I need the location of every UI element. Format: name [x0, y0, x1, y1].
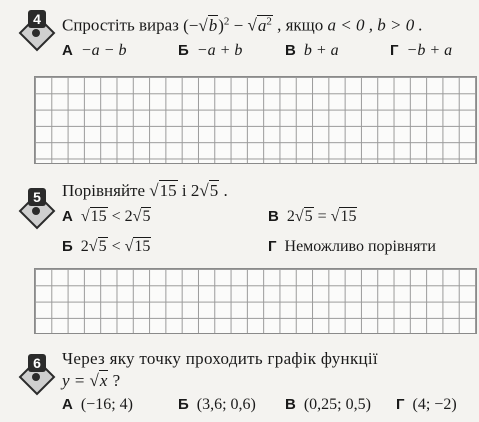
- task-number: 4: [28, 10, 46, 28]
- sqrt-symbol: √5: [88, 238, 107, 255]
- sqrt-symbol: √x: [89, 371, 108, 390]
- sqrt-symbol: √5: [199, 181, 219, 200]
- sqrt-symbol: √15: [330, 208, 357, 225]
- task-number-badge: [18, 355, 54, 398]
- question-text: Спростіть вираз $(-√b)^2 - √a^2$ , якщо a < 0 , b > 0 .: [62, 10, 423, 37]
- dot-icon: [32, 29, 40, 37]
- option-g[interactable]: Г −b + a: [390, 42, 453, 59]
- function-formula: y = √x ?: [62, 371, 121, 390]
- option-g[interactable]: Г (4; −2): [396, 396, 457, 413]
- task-number: 6: [28, 354, 46, 372]
- task-number-badge: [18, 11, 54, 54]
- sqrt-symbol: $√a^2$: [247, 15, 272, 35]
- sqrt-symbol: √15: [80, 208, 107, 225]
- option-g[interactable]: Г Неможливо порівняти: [268, 238, 436, 255]
- option-b[interactable]: Б −a + b: [178, 42, 243, 59]
- sqrt-symbol: √5: [132, 208, 151, 225]
- expression: $(-√b)^2 - √a^2$: [183, 16, 277, 35]
- sqrt-symbol: √15: [149, 181, 177, 200]
- option-b[interactable]: Б 2√5 < √15: [62, 238, 151, 255]
- option-a[interactable]: А √15 < 2√5: [62, 208, 151, 225]
- option-a[interactable]: А −a − b: [62, 42, 127, 59]
- answer-grid[interactable]: [34, 76, 477, 164]
- dot-icon: [32, 207, 40, 215]
- option-a[interactable]: А (−16; 4): [62, 396, 133, 413]
- option-v[interactable]: В (0,25; 0,5): [285, 396, 371, 413]
- sqrt-symbol: √5: [294, 208, 313, 225]
- answer-grid[interactable]: [34, 268, 477, 334]
- task-number-badge: [18, 189, 54, 232]
- question-text: Через яку точку проходить графік функції: [62, 349, 378, 368]
- option-v[interactable]: В b + a: [285, 42, 339, 59]
- option-v[interactable]: В 2√5 = √15: [268, 208, 357, 225]
- sqrt-symbol: √b: [198, 15, 218, 35]
- question-text: Порівняйте √15 і 2√5 .: [62, 181, 228, 200]
- task-number: 5: [28, 188, 46, 206]
- option-b[interactable]: Б (3,6; 0,6): [178, 396, 256, 413]
- dot-icon: [32, 373, 40, 381]
- sqrt-symbol: √15: [124, 238, 151, 255]
